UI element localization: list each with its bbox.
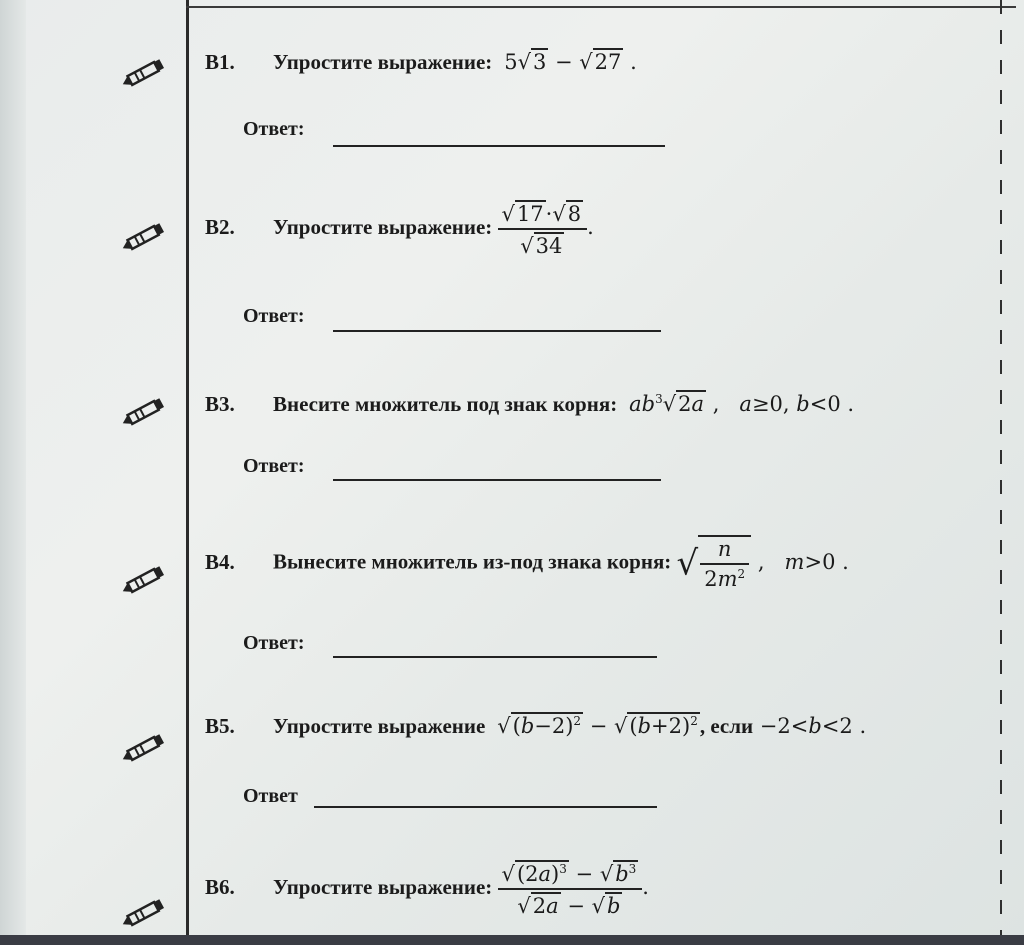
task-label: B5. (205, 714, 235, 738)
pencil-icon (120, 565, 168, 595)
margin-line (186, 0, 189, 940)
expression: $√(b-2)^2 - √(b+2)^2$ (490, 714, 698, 738)
top-border (186, 6, 1016, 8)
answer-label: Ответ: (243, 632, 305, 654)
answer-line[interactable] (333, 330, 661, 332)
task-b6: B6. Упростите выражение: $\frac{√(2a)^3 - √b^3}{√2a - √b}$ . (205, 862, 649, 919)
answer-label: Ответ: (243, 305, 305, 327)
expression: $\frac{√17\cdot√8}{√34}$ (498, 200, 588, 258)
task-b4 (205, 535, 849, 591)
task-text: Упростите выражение: (273, 214, 493, 239)
expression: $\frac{√(2a)^3 - √b^3}{√2a - √b}$ (498, 860, 643, 918)
task-text: Вынесите множитель из-под знака корня: (273, 549, 672, 574)
pencil-icon (120, 397, 168, 427)
cut-line (1000, 0, 1002, 935)
task-text: Упростите выражение: (273, 50, 493, 74)
task-text: Упростите выражение: (273, 874, 493, 899)
page-edge (0, 0, 26, 945)
task-condition-text: , если (699, 714, 754, 738)
expression: $ab^3√2a$ , a≥0, b<0 . (629, 392, 855, 416)
pencil-icon (120, 898, 168, 928)
pencil-icon (120, 733, 168, 763)
task-text: Упростите выражение (273, 714, 486, 738)
task-b3 (205, 390, 854, 417)
answer-label: Ответ: (243, 118, 305, 140)
task-text: Внесите множитель под знак корня: (273, 392, 618, 416)
task-label: B1. (205, 50, 235, 74)
answer-label: Ответ (243, 785, 298, 807)
pencil-icon (120, 222, 168, 252)
answer-line[interactable] (333, 479, 661, 481)
task-label: B6. (205, 874, 235, 899)
expression: 5√3 − √27 . (497, 50, 637, 74)
task-label: B4. (205, 549, 235, 574)
answer-line[interactable] (333, 656, 657, 658)
task-label: B2. (205, 214, 235, 239)
task-b1 (205, 48, 637, 75)
task-b2: B2. Упростите выражение: $\frac{√17\cdot√8}{√34}$ . (205, 202, 594, 259)
answer-label: Ответ: (243, 455, 305, 477)
answer-line[interactable] (314, 806, 657, 808)
task-label: B3. (205, 392, 235, 416)
expression: √ $\frac{n}{2m^2}$ , m>0 . (676, 537, 849, 592)
answer-line[interactable] (333, 145, 665, 147)
pencil-icon (120, 58, 168, 88)
task-b5: B5. Упростите выражение $√(b-2)^2 - √(b+2)^2$, если −2<b<2 . (205, 714, 867, 738)
bottom-strip (0, 935, 1024, 945)
